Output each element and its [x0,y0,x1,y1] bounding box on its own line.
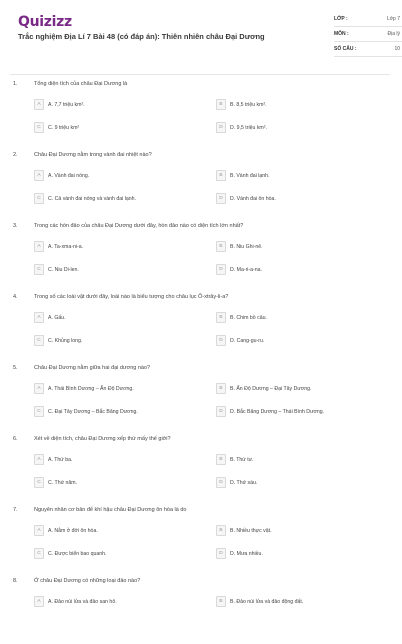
answer-option-d[interactable] [216,477,257,488]
answer-option-a[interactable] [34,383,134,394]
option-text: B. Thứ tư. [230,456,254,463]
option-letter-box: D [216,122,226,133]
answer-option-a[interactable] [34,454,72,465]
meta-value: Địa lý [387,31,400,37]
answer-option-b[interactable] [216,312,267,323]
question-text: Xét về diện tích, châu Đại Dương xếp thứ mấy thế giới? [34,436,171,442]
option-letter-box: B [216,99,226,110]
option-text: C. Đại Tây Dương – Bắc Băng Dương. [48,408,138,415]
meta-value: Lớp 7 [386,16,400,22]
answer-option-b[interactable] [216,99,267,110]
option-text: C. Niu Di-len. [48,266,79,273]
question-item [10,360,390,431]
option-letter-box: D [216,477,226,488]
option-letter-box: D [216,264,226,275]
option-letter-box: C [34,122,44,133]
option-letter-box: D [216,548,226,559]
answer-option-c[interactable] [34,477,77,488]
answer-option-d[interactable] [216,406,324,417]
option-text: B. Niu Ghi-nê. [230,243,263,250]
question-item [10,431,390,502]
question-number: 6. [13,436,18,442]
option-letter-box: B [216,454,226,465]
option-letter-box: A [34,525,44,536]
option-letter-box: D [216,335,226,346]
question-item [10,147,390,218]
meta-key: MÔN : [334,31,349,37]
meta-row-subject [334,27,402,42]
answer-option-b[interactable] [216,383,311,394]
option-text: B. Ấn Độ Dương – Đại Tây Dương. [230,385,312,392]
option-text: D. Bắc Băng Dương – Thái Bình Dương. [230,408,325,415]
question-text: Châu Đại Dương nằm giữa hai đại dương nào? [34,365,151,371]
option-text: A. Thái Bình Dương – Ấn Độ Dương. [48,385,134,392]
option-text: A. Thứ ba. [48,456,73,463]
option-text: B. Đảo núi lửa và đảo động đất. [230,598,304,605]
answer-option-c[interactable] [34,193,136,204]
option-letter-box: C [34,477,44,488]
answer-option-b[interactable] [216,596,303,607]
option-text: A. 7,7 triệu km². [48,101,85,108]
meta-row-count [334,42,402,57]
option-text: A. Nằm ở đới ôn hòa. [48,527,98,534]
answer-option-b[interactable] [216,525,272,536]
question-number: 2. [13,152,18,158]
question-text: Ở châu Đại Dương có những loại đảo nào? [34,578,141,584]
question-list [10,76,390,644]
question-text: Trong số các loài vật dưới đây, loài nào là biểu tượng cho châu lục Ô-xtrây-li-a? [34,294,229,300]
answer-option-d[interactable] [216,264,262,275]
option-text: D. Vành đai ôn hòa. [230,195,276,202]
question-item [10,76,390,147]
option-letter-box: B [216,596,226,607]
option-text: C. Thứ năm. [48,479,78,486]
option-letter-box: A [34,454,44,465]
question-text: Tổng diện tích của châu Đại Dương là [34,81,128,87]
question-item [10,218,390,289]
option-text: D. 9,5 triệu km². [230,124,267,131]
answer-option-c[interactable] [34,335,82,346]
option-letter-box: D [216,193,226,204]
meta-key: SỐ CÂU : [334,46,357,52]
question-number: 7. [13,507,18,513]
option-text: D. Cang-gu-ru. [230,337,265,344]
meta-row-class [334,12,402,27]
question-item [10,289,390,360]
answer-option-a[interactable] [34,312,66,323]
answer-option-b[interactable] [216,454,254,465]
question-number: 3. [13,223,18,229]
answer-option-a[interactable] [34,170,89,181]
meta-value: 10 [394,46,400,52]
question-item [10,502,390,573]
option-letter-box: A [34,99,44,110]
answer-option-c[interactable] [34,264,79,275]
question-text: Nguyên nhân cơ bản để khí hậu châu Đại Dương ôn hòa là do [34,507,187,513]
answer-option-c[interactable] [34,122,79,133]
option-text: B. 8,5 triệu km². [230,101,267,108]
option-letter-box: A [34,312,44,323]
option-letter-box: B [216,170,226,181]
meta-key: LỚP : [334,16,348,22]
question-number: 4. [13,294,18,300]
question-text: Châu Đại Dương nằm trong vành đai nhiệt nào? [34,152,152,158]
quiz-header [14,12,400,70]
answer-option-c[interactable] [34,548,107,559]
question-number: 1. [13,81,18,87]
question-number: 8. [13,578,18,584]
question-text: Trong các hòn đảo của châu Đại Dương dưới đây, hòn đảo nào có diện tích lớn nhất? [34,223,244,229]
option-text: D. Ma-ri-a-na. [230,266,262,273]
option-letter-box: B [216,383,226,394]
option-letter-box: C [34,193,44,204]
option-text: C. 9 triệu km² [48,124,80,131]
option-text: A. Ta-xma-ni-a. [48,243,84,250]
option-text: D. Mưa nhiều. [230,550,263,557]
option-text: C. Được biển bao quanh. [48,550,107,557]
option-letter-box: C [34,335,44,346]
answer-option-a[interactable] [34,241,83,252]
option-letter-box: A [34,596,44,607]
option-letter-box: C [34,264,44,275]
quiz-title: Trắc nghiệm Địa Lí 7 Bài 48 (có đáp án): Thiên nhiên châu Đại Dương [18,32,265,41]
option-text: C. Cả vành đai nóng và vành đai lạnh. [48,195,136,202]
option-letter-box: C [34,548,44,559]
option-letter-box: C [34,406,44,417]
answer-option-a[interactable] [34,525,98,536]
answer-option-d[interactable] [216,193,276,204]
option-letter-box: A [34,170,44,181]
answer-option-b[interactable] [216,241,263,252]
option-letter-box: A [34,241,44,252]
answer-option-a[interactable] [34,596,117,607]
option-text: A. Gấu. [48,314,66,321]
header-divider [10,74,390,75]
option-text: B. Vành đai lạnh. [230,172,270,179]
option-letter-box: B [216,525,226,536]
option-letter-box: D [216,406,226,417]
question-number: 5. [13,365,18,371]
option-text: B. Nhiều thực vật. [230,527,272,534]
quizizz-logo: Quizizz [18,14,72,30]
option-letter-box: A [34,383,44,394]
answer-option-c[interactable] [34,406,138,417]
question-item [10,573,390,644]
option-letter-box: B [216,312,226,323]
answer-option-a[interactable] [34,99,85,110]
answer-option-d[interactable] [216,548,263,559]
answer-option-b[interactable] [216,170,270,181]
option-text: A. Vành đai nóng. [48,172,90,179]
option-text: B. Chim bồ câu. [230,314,267,321]
option-text: C. Khủng long. [48,337,83,344]
option-text: A. Đảo núi lửa và đảo san hô. [48,598,117,605]
quiz-meta-table [334,12,402,57]
option-letter-box: B [216,241,226,252]
option-text: D. Thứ sáu. [230,479,258,486]
answer-option-d[interactable] [216,122,267,133]
answer-option-d[interactable] [216,335,264,346]
